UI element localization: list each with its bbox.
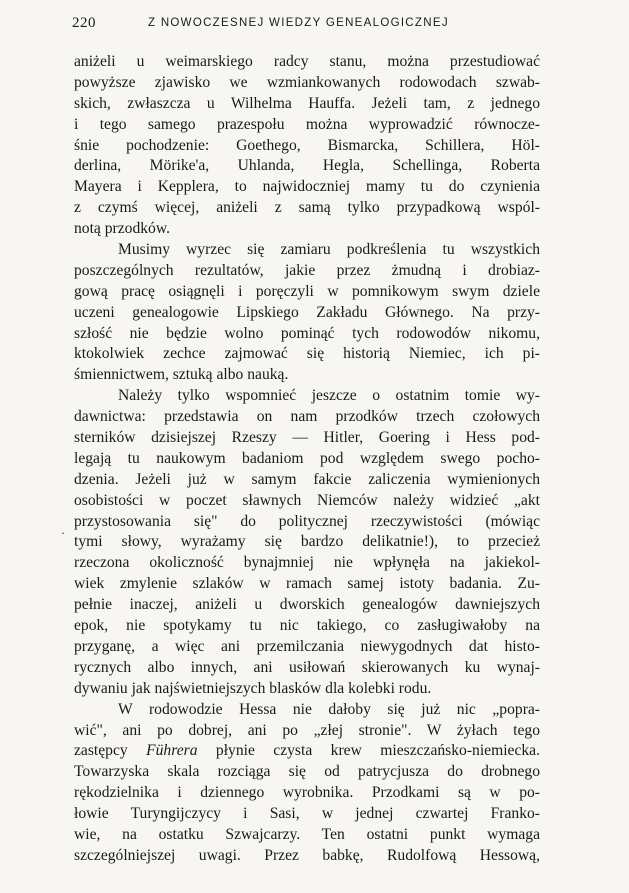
- text-line: dzenia. Jeżeli już w samym fakcie zaliczenia wymienionych: [74, 470, 540, 488]
- text-line: derlina, Mörike'a, Uhlanda, Hegla, Schellinga, Roberta: [74, 157, 540, 175]
- text-line: pełnie inaczej, aniżeli u dworskich genealogów dawniejszych: [74, 596, 540, 614]
- text-line: śnie pochodzenie: Goethego, Bismarcka, Schillera, Höl-: [74, 136, 540, 154]
- text-line: śmiennictwem, sztuką albo nauką.: [74, 366, 289, 384]
- running-title: Z NOWOCZESNEJ WIEDZY GENEALOGICZNEJ: [148, 17, 449, 29]
- text-line: skich, zwłaszcza u Wilhelma Hauffa. Jeżeli tam, z jednego: [74, 94, 540, 112]
- text-line: dawnictwa: przedstawia on nam przodków trzech czołowych: [74, 408, 540, 426]
- text-line: Towarzyska skala rozciąga się od patrycjusza do drobnego: [74, 763, 540, 781]
- text-line: przystosowania się" do politycznej rzeczywistości (mówiąc: [74, 512, 540, 530]
- text-line: tymi słowy, wyrażamy się bardzo delikatnie!), to przecież: [74, 533, 540, 551]
- text-line: zastępcy Führera płynie czysta krew mieszczańsko-niemiecka.: [74, 742, 541, 760]
- page-number: 220: [72, 15, 96, 31]
- text-line: Musimy wyrzec się zamiaru podkreślenia tu wszystkich: [118, 241, 540, 259]
- text-line: powyższe zjawisko we wzmiankowanych rodowodach szwab-: [74, 73, 540, 91]
- text-line: legają tu naukowym badaniom pod względem swego pocho-: [74, 449, 540, 467]
- body-text: [74, 52, 540, 867]
- text-line: osobistości w poczet sławnych Niemców należy widzieć „akt: [74, 491, 540, 509]
- text-line: wiek zmylenie szlaków w ramach samej istoty badania. Zu-: [74, 575, 540, 593]
- text-line: rycznych albo innych, ani usiłowań skierowanych ku wynaj-: [74, 658, 540, 676]
- text-line: szłość nie będzie wolno pominąć tych rodowodów nikomu,: [74, 324, 540, 342]
- text-line: W rodowodzie Hessa nie dałoby się już nic „popra-: [118, 700, 540, 718]
- text-line: rękodzielnika i dziennego wyrobnika. Przodkami są w po-: [74, 784, 540, 802]
- text-line: z czymś więcej, aniżeli z samą tylko przypadkową wspól-: [74, 199, 540, 217]
- text-line: sterników dzisiejszej Rzeszy — Hitler, Goering i Hess pod-: [74, 429, 540, 447]
- text-line: rzeczona okoliczność bynajmniej nie wpłynęła na jakiekol-: [74, 554, 540, 572]
- margin-mark: ·: [61, 526, 65, 540]
- text-line: uczeni genealogowie Lipskiego Zakładu Głównego. Na przy-: [74, 303, 540, 321]
- text-line: aniżeli u weimarskiego radcy stanu, można przestudiować: [74, 53, 540, 70]
- text-line: szczególniejszej uwagi. Przez babkę, Rudolfową Hessową,: [74, 846, 540, 864]
- text-line: ktokolwiek zechce zajmować się historią Niemiec, ich pi-: [74, 345, 540, 363]
- text-line: Należy tylko wspomnieć jeszcze o ostatnim tomie wy-: [118, 387, 540, 405]
- emphasized-word: Führera: [146, 742, 198, 760]
- text-line: dywaniu jak najświetniejszych blasków dla kolebki rodu.: [74, 679, 432, 697]
- text-line: Mayera i Kepplera, to najwidoczniej mamy tu do czynienia: [74, 178, 540, 196]
- text-line: poszczególnych rezultatów, jakie przez żmudną i drobiaz-: [74, 261, 540, 279]
- text-line: gową pracę osiągnęli i poręczyli w pomnikowym swym dziele: [74, 282, 540, 300]
- text-line: wie, na ostatku Szwajcarzy. Ten ostatni punkt wymaga: [74, 825, 540, 843]
- text-line: epok, nie spotykamy tu nic takiego, co zasługiwałoby na: [74, 617, 540, 635]
- running-header: [72, 15, 562, 35]
- text-line: notą przodków.: [74, 220, 170, 238]
- text-line: wić", ani po dobrej, ani po „złej stronie". W żyłach tego: [74, 721, 540, 739]
- text-line: łowie Turyngijczycy i Sasi, w jednej czwartej Franko-: [74, 805, 540, 823]
- text-line: przyganę, a więc ani przemilczania niewygodnych dat histo-: [74, 637, 540, 655]
- text-line: i tego samego prazespołu można wyprowadzić równocze-: [74, 115, 540, 133]
